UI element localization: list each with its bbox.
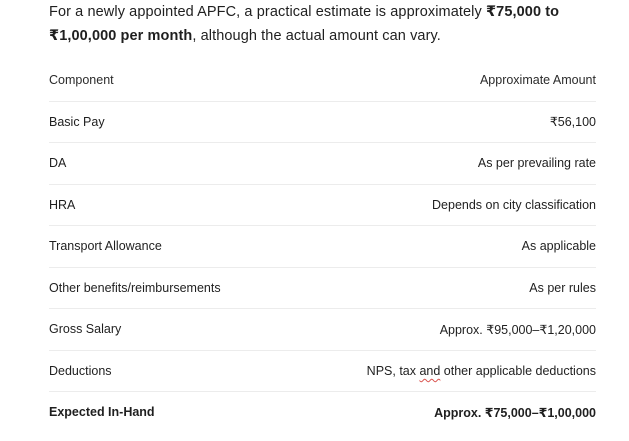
row-amount: Approx. ₹75,000–₹1,00,000 xyxy=(434,405,596,420)
header-amount: Approximate Amount xyxy=(479,73,596,88)
row-component: Gross Salary xyxy=(49,322,122,337)
row-amount xyxy=(367,364,596,378)
table-header-row xyxy=(49,60,596,102)
table-row xyxy=(49,309,596,351)
table-row xyxy=(49,268,596,310)
row-component: HRA xyxy=(49,197,76,212)
table-row xyxy=(49,102,596,144)
table-row xyxy=(49,143,596,185)
amount-text-start: NPS, tax xyxy=(366,363,420,378)
row-component: Transport Allowance xyxy=(49,239,162,254)
intro-paragraph xyxy=(49,0,609,48)
row-component: Other benefits/reimbursements xyxy=(49,280,221,295)
table-row xyxy=(49,185,596,227)
row-component: DA xyxy=(49,156,67,171)
row-component: Basic Pay xyxy=(49,114,105,129)
row-amount: As per prevailing rate xyxy=(477,156,596,171)
intro-text-start: For a newly appointed APFC, a practical estimate is approximately xyxy=(49,4,486,20)
amount-text-end: other applicable deductions xyxy=(440,363,596,378)
table-row xyxy=(49,351,596,393)
row-component: Expected In-Hand xyxy=(49,405,155,420)
row-amount: As applicable xyxy=(521,239,596,254)
row-amount: Approx. ₹95,000–₹1,20,000 xyxy=(439,322,596,337)
row-component: Deductions xyxy=(49,363,112,378)
header-component: Component xyxy=(49,73,114,88)
spellcheck-marked-word[interactable]: and xyxy=(419,363,441,378)
row-amount: ₹56,100 xyxy=(549,115,596,130)
intro-text-end: , although the actual amount can vary. xyxy=(192,28,441,44)
intro-estimate-bold: ₹75,000 to ₹1,00,000 per month xyxy=(49,4,560,44)
table-row-total xyxy=(49,392,596,433)
row-amount: As per rules xyxy=(529,280,596,295)
row-amount: Depends on city classification xyxy=(432,197,596,212)
table-row xyxy=(49,226,596,268)
salary-table xyxy=(49,60,596,433)
